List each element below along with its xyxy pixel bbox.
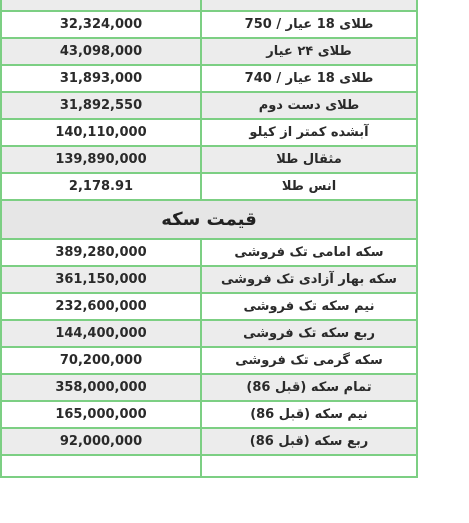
item-name: آبشده کمتر از کیلو [201, 119, 417, 146]
coin-section-header [1, 200, 417, 239]
table-row [1, 119, 417, 146]
item-name: طلای 18 عیار / 750 [201, 11, 417, 38]
table-row [1, 374, 417, 401]
table-row [1, 38, 417, 65]
item-price: 389,280,000 [1, 239, 201, 266]
table-row [1, 293, 417, 320]
table-row [1, 428, 417, 455]
table-header-partial [1, 0, 417, 11]
table-row [1, 320, 417, 347]
item-price: 165,000,000 [1, 401, 201, 428]
item-price: 144,400,000 [1, 320, 201, 347]
item-price: 2,178.91 [1, 173, 201, 200]
item-name: طلای ۲۴ عیار [201, 38, 417, 65]
item-name: مثقال طلا [201, 146, 417, 173]
table-row-partial [1, 455, 417, 477]
table-row [1, 92, 417, 119]
item-price: 31,892,550 [1, 92, 201, 119]
item-price: 361,150,000 [1, 266, 201, 293]
table-row [1, 173, 417, 200]
table-row [1, 11, 417, 38]
item-price: 358,000,000 [1, 374, 201, 401]
item-price: 92,000,000 [1, 428, 201, 455]
item-price: 32,324,000 [1, 11, 201, 38]
item-price: 139,890,000 [1, 146, 201, 173]
item-name: تمام سکه (قبل 86) [201, 374, 417, 401]
item-price: 43,098,000 [1, 38, 201, 65]
table-row [1, 239, 417, 266]
item-name: ربع سکه (قبل 86) [201, 428, 417, 455]
item-name: سکه امامی تک فروشی [201, 239, 417, 266]
item-name: سکه بهار آزادی تک فروشی [201, 266, 417, 293]
item-price: 31,893,000 [1, 65, 201, 92]
table-row [1, 347, 417, 374]
table-row [1, 266, 417, 293]
item-price: 140,110,000 [1, 119, 201, 146]
item-name: نیم سکه تک فروشی [201, 293, 417, 320]
item-name: طلای 18 عیار / 740 [201, 65, 417, 92]
table-row [1, 401, 417, 428]
item-price: 70,200,000 [1, 347, 201, 374]
coin-section-title: قیمت سکه [1, 200, 417, 239]
table-row [1, 65, 417, 92]
item-name: ربع سکه تک فروشی [201, 320, 417, 347]
value-cell [1, 455, 201, 477]
table-row [1, 146, 417, 173]
name-cell [201, 0, 417, 11]
item-name: سکه گرمی تک فروشی [201, 347, 417, 374]
item-name: طلای دست دوم [201, 92, 417, 119]
item-name: انس طلا [201, 173, 417, 200]
value-cell [1, 0, 201, 11]
item-name: نیم سکه (قبل 86) [201, 401, 417, 428]
item-price: 232,600,000 [1, 293, 201, 320]
name-cell [201, 455, 417, 477]
